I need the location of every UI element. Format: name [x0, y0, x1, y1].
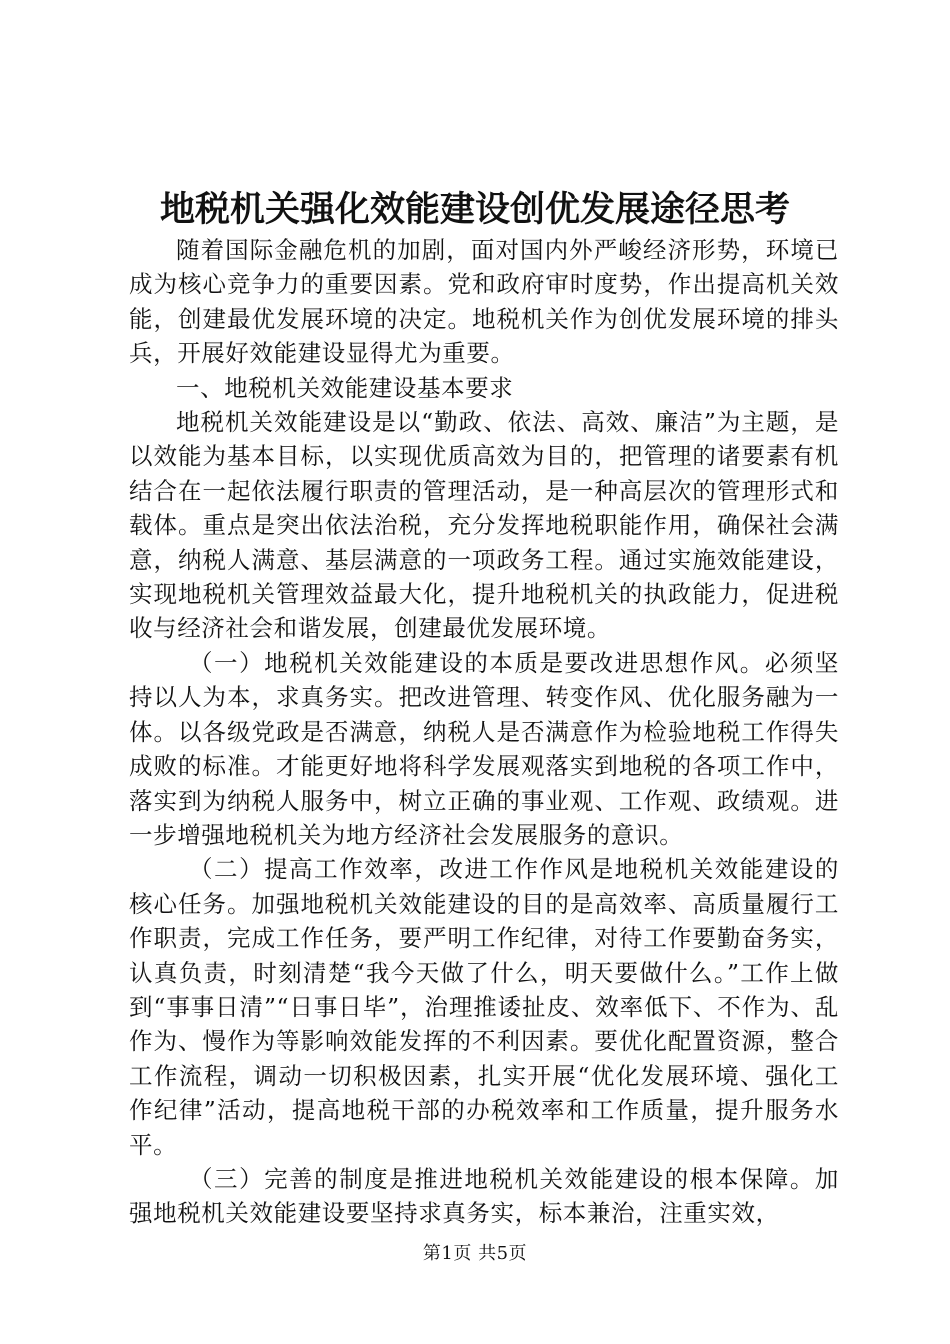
paragraph-point-1: （一）地税机关效能建设的本质是要改进思想作风。必须坚持以人为本，求真务实。把改进管理、转变作风、优化服务融为一体。以各级党政是否满意，纳税人是否满意作为检验地税工作得失成败的标准。才能更好地将科学发展观落实到地税的各项工作中，落实到为纳税人服务中，树立正确的事业观、工作观、政绩观。进一步增强地税机关为地方经济社会发展服务的意识。: [129, 648, 839, 849]
paragraph-point-2: （二）提高工作效率，改进工作作风是地税机关效能建设的核心任务。加强地税机关效能建设的目的是高效率、高质量履行工作职责，完成工作任务，要严明工作纪律，对待工作要勤奋务实，认真负责，时刻清楚“我今天做了什么，明天要做什么。”工作上做到“事事日清”“日事日毕”，治理推诿扯皮、效率低下、不作为、乱作为、慢作为等影响效能发挥的不利因素。要优化配置资源，整合工作流程，调动一切积极因素，扎实开展“优化发展环境、强化工作纪律”活动，提高地税干部的办税效率和工作质量，提升服务水平。: [129, 855, 839, 1159]
paragraph-intro: 随着国际金融危机的加剧，面对国内外严峻经济形势，环境已成为核心竞争力的重要因素。党和政府审时度势，作出提高机关效能，创建最优发展环境的决定。地税机关作为创优发展环境的排头兵，开展好效能建设显得尤为重要。: [129, 236, 839, 368]
document-title: 地税机关强化效能建设创优发展途径思考: [159, 189, 790, 230]
paragraph-requirements: 地税机关效能建设是以“勤政、依法、高效、廉洁”为主题，是以效能为基本目标，以实现优质高效为目的，把管理的诸要素有机结合在一起依法履行职责的管理活动，是一种高层次的管理形式和载体。重点是突出依法治税，充分发挥地税职能作用，确保社会满意，纳税人满意、基层满意的一项政务工程。通过实施效能建设，实现地税机关管理效益最大化，提升地税机关的执政能力，促进税收与经济社会和谐发展，创建最优发展环境。: [129, 408, 839, 643]
document-body: [129, 233, 839, 1231]
section-heading: 一、地税机关效能建设基本要求: [176, 373, 514, 402]
page-footer: 第1页 共5页: [422, 1243, 528, 1264]
paragraph-point-3: （三）完善的制度是推进地税机关效能建设的根本保障。加强地税机关效能建设要坚持求真务实，标本兼治，注重实效，: [129, 1164, 839, 1228]
